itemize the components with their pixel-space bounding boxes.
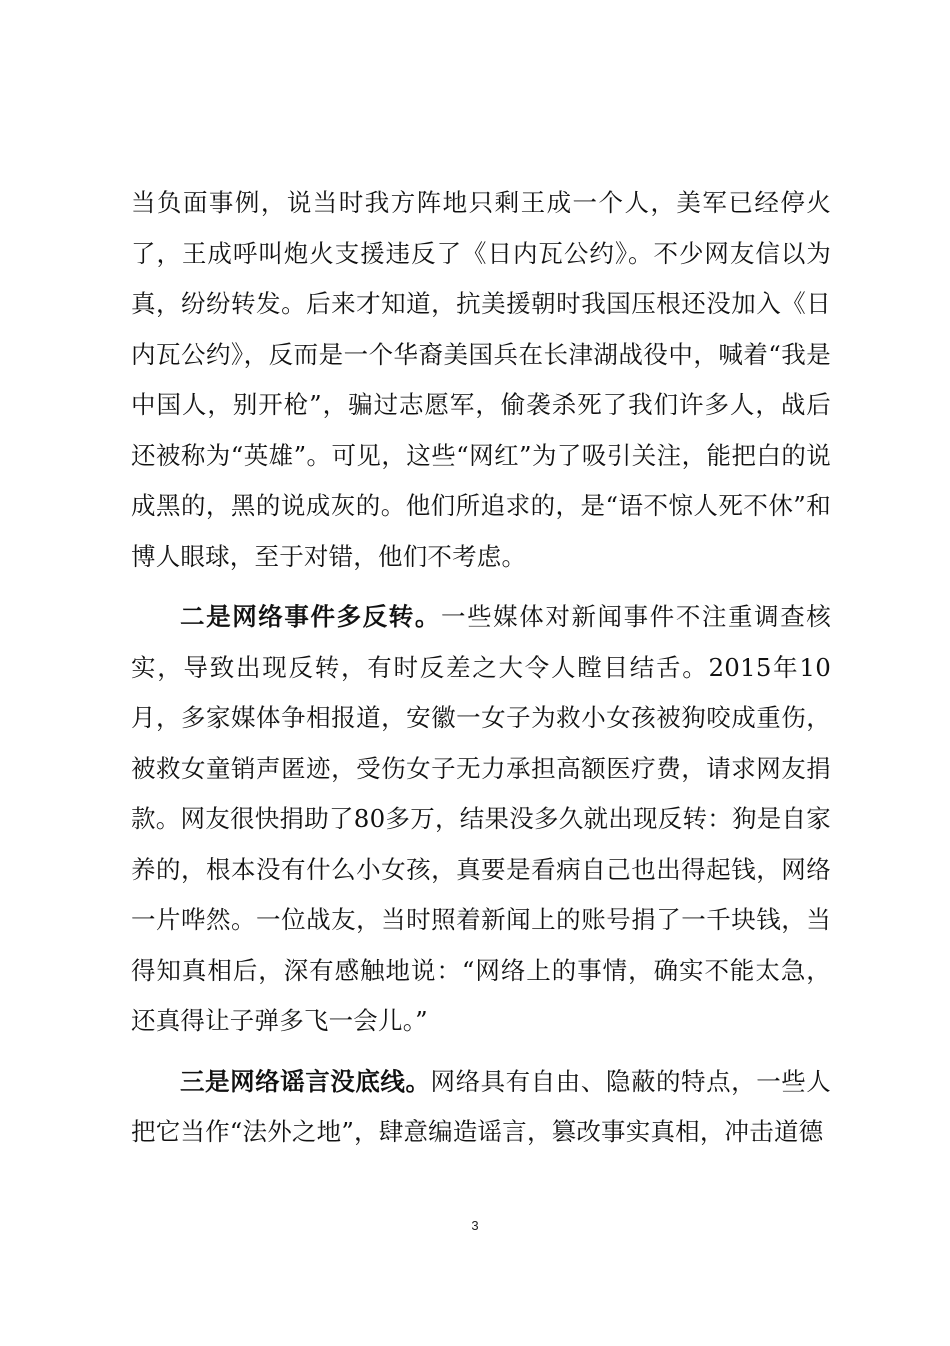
paragraph-body: 网络具有自由、隐蔽的特点，一些人把它当作“法外之地”，肆意编造谣言，篡改事实真相，冲击道德 — [131, 1066, 832, 1146]
paragraph-body: 当负面事例，说当时我方阵地只剩王成一个人，美军已经停火了，王成呼叫炮火支援违反了《日内瓦公约》。不少网友信以为真，纷纷转发。后来才知道，抗美援朝时我国压根还没加入《日内瓦公约》，反而是一个华裔美国兵在长津湖战役中，喊着“我是中国人，别开枪”，骗过志愿军，偷袭杀死了我们许多人，战后还被称为“英雄”。可见，这些“网红”为了吸引关注，能把白的说成黑的，黑的说成灰的。他们所追求的，是“语不惊人死不休”和博人眼球，至于对错，他们不考虑。 — [131, 188, 831, 571]
paragraph-body: 一些媒体对新闻事件不注重调查核实，导致出现反转，有时反差之大令人瞠目结舌。2015年10月，多家媒体争相报道，安徽一女子为救小女孩被狗咬成重伤，被救女童销声匿迹，受伤女子无力承担高额医疗费，请求网友捐款。网友很快捐助了80多万，结果没多久就出现反转：狗是自家养的，根本没有什么小女孩，真要是看病自己也出得起钱，网络一片哗然。一位战友，当时照着新闻上的账号捐了一千块钱，当得知真相后，深有感触地说：“网络上的事情，确实不能太急，还真得让子弹多飞一会儿。” — [131, 602, 832, 1035]
paragraph-lead: 二是网络事件多反转。 — [180, 602, 441, 631]
body-text — [131, 178, 831, 1158]
paragraph-continuation — [131, 178, 831, 582]
page-number: 3 — [471, 1218, 479, 1233]
paragraph-reversal — [131, 592, 831, 1047]
paragraph-lead: 三是网络谣言没底线。 — [180, 1066, 431, 1096]
paragraph-rumors — [131, 1057, 831, 1158]
